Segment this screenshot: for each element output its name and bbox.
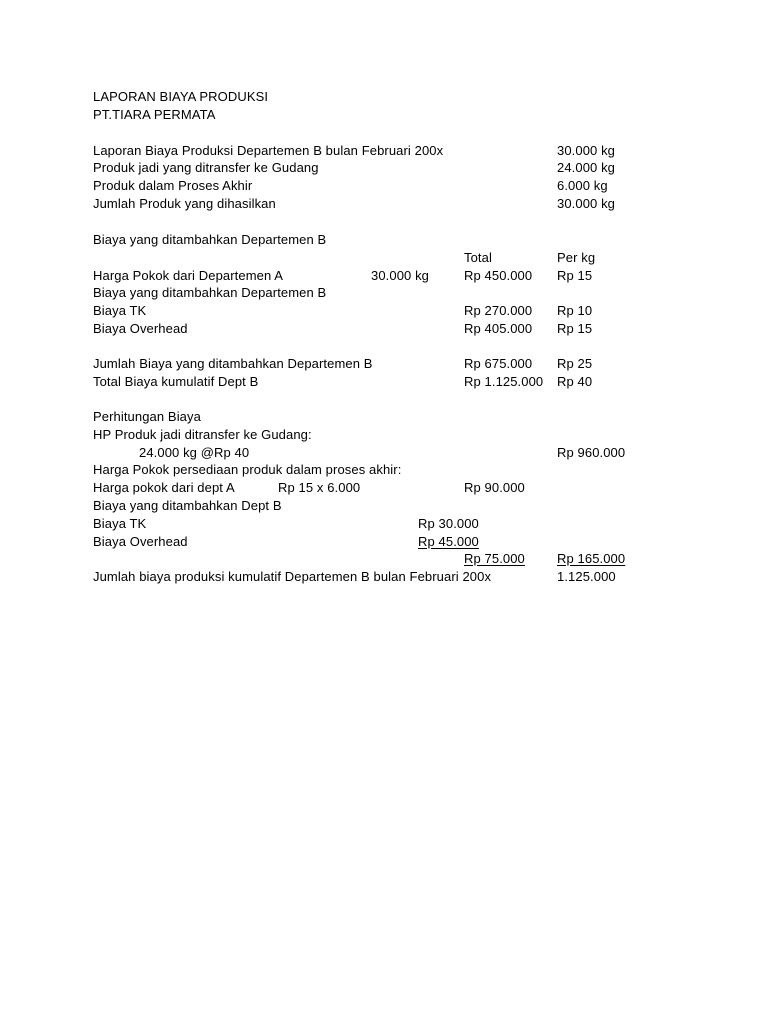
calc-final-label: Jumlah biaya produksi kumulatif Departemen B bulan Februari 200x [93, 569, 492, 584]
calc-grand-subtotal: Rp 165.000 [557, 551, 626, 566]
cost-perkg: Rp 10 [557, 303, 593, 318]
calc-heading: Perhitungan Biaya [93, 409, 201, 424]
cost-perkg: Rp 40 [557, 374, 593, 389]
cost-label: Jumlah Biaya yang ditambahkan Departemen B [93, 356, 373, 371]
calc-label: Biaya Overhead [93, 534, 188, 549]
quantity-value: 24.000 kg [557, 160, 616, 175]
quantity-value: 30.000 kg [557, 143, 616, 158]
quantity-label: Produk dalam Proses Akhir [93, 178, 253, 193]
calc-detail: Rp 15 x 6.000 [278, 480, 361, 495]
calc-final-value: 1.125.000 [557, 569, 616, 584]
calc-label: Harga pokok dari dept A [93, 480, 235, 495]
cost-label: Biaya Overhead [93, 321, 188, 336]
quantity-value: 30.000 kg [557, 196, 616, 211]
calc-label: HP Produk jadi ditransfer ke Gudang: [93, 427, 312, 442]
cost-perkg: Rp 25 [557, 356, 593, 371]
calc-value: Rp 30.000 [418, 516, 479, 531]
cost-qty: 30.000 kg [371, 268, 430, 283]
cost-label: Harga Pokok dari Departemen A [93, 268, 284, 283]
column-header-total: Total [464, 250, 492, 265]
cost-label: Biaya TK [93, 303, 147, 318]
quantity-label: Jumlah Produk yang dihasilkan [93, 196, 276, 211]
cost-total: Rp 675.000 [464, 356, 533, 371]
cost-label: Total Biaya kumulatif Dept B [93, 374, 259, 389]
calc-label: Biaya yang ditambahkan Dept B [93, 498, 282, 513]
cost-perkg: Rp 15 [557, 321, 593, 336]
calc-label: Harga Pokok persediaan produk dalam proses akhir: [93, 462, 402, 477]
quantity-value: 6.000 kg [557, 178, 608, 193]
costs-heading: Biaya yang ditambahkan Departemen B [93, 232, 327, 247]
quantity-label: Produk jadi yang ditransfer ke Gudang [93, 160, 319, 175]
column-header-perkg: Per kg [557, 250, 596, 265]
cost-total: Rp 405.000 [464, 321, 533, 336]
calc-detail: 24.000 kg @Rp 40 [139, 445, 250, 460]
calc-value: Rp 45.000 [418, 534, 479, 549]
calc-value: Rp 90.000 [464, 480, 525, 495]
cost-total: Rp 270.000 [464, 303, 533, 318]
costs-subheading: Biaya yang ditambahkan Departemen B [93, 285, 327, 300]
quantity-label: Laporan Biaya Produksi Departemen B bulan Februari 200x [93, 143, 444, 158]
calc-label: Biaya TK [93, 516, 147, 531]
cost-perkg: Rp 15 [557, 268, 593, 283]
cost-total: Rp 1.125.000 [464, 374, 544, 389]
report-title: LAPORAN BIAYA PRODUKSI [93, 89, 269, 104]
cost-total: Rp 450.000 [464, 268, 533, 283]
calc-subtotal: Rp 75.000 [464, 551, 525, 566]
calc-value: Rp 960.000 [557, 445, 626, 460]
company-name: PT.TIARA PERMATA [93, 107, 216, 122]
